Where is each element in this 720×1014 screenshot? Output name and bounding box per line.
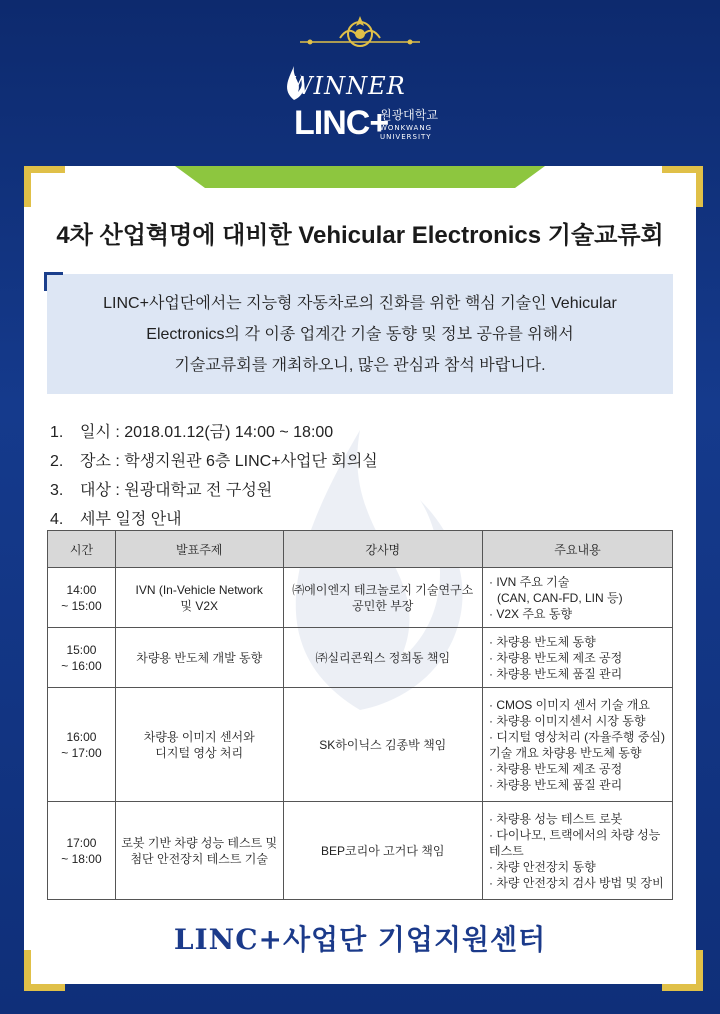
intro-line: Electronics의 각 이종 업계간 기술 동향 및 정보 공유를 위해서 xyxy=(146,326,574,343)
speaker-cell: SK하이닉스 김종박 책임 xyxy=(283,688,482,802)
intro-line: 기술교류회를 개최하오니, 많은 관심과 참석 바랍니다. xyxy=(174,357,546,374)
info-schedule: 4. 세부 일정 안내 xyxy=(50,511,182,528)
content-cell: · IVN 주요 기술 (CAN, CAN-FD, LIN 등) · V2X 주요 동향 xyxy=(482,568,672,628)
schedule-table xyxy=(47,530,673,900)
topic-cell: 로봇 기반 차량 성능 테스트 및 첨단 안전장치 테스트 기술 xyxy=(115,802,283,900)
intro-text xyxy=(47,288,673,381)
time-cell: 17:00 ~ 18:00 xyxy=(48,802,116,900)
table-header-row xyxy=(48,531,673,568)
linc-logo xyxy=(280,62,450,152)
info-target: 3. 대상 : 원광대학교 전 구성원 xyxy=(50,482,273,499)
page-title: 4차 산업혁명에 대비한 Vehicular Electronics 기술교류회 xyxy=(56,222,664,249)
table-row xyxy=(48,802,673,900)
speaker-cell: ㈜에이엔지 테크놀로지 기술연구소 공민한 부장 xyxy=(283,568,482,628)
gold-ornament-icon xyxy=(300,12,420,52)
logo-linc-text: LINC+ xyxy=(294,104,389,142)
logo-winner-text: WINNER xyxy=(288,72,406,100)
time-cell: 15:00 ~ 16:00 xyxy=(48,628,116,688)
event-info-list xyxy=(50,418,378,534)
info-place: 2. 장소 : 학생지원관 6층 LINC+사업단 회의실 xyxy=(50,453,378,470)
content-cell: · CMOS 이미지 센서 기술 개요 · 차량용 이미지센서 시장 동향 · 디지털 영상처리 (자율주행 중심) 기술 개요 차량용 반도체 동향 · 차량용 반도체 제조 공정 · 차량용 반도체 품질 관리 xyxy=(482,688,672,802)
table-row xyxy=(48,688,673,802)
intro-line: LINC+사업단에서는 지능형 자동차로의 진화를 위한 핵심 기술인 Vehicular xyxy=(103,295,617,312)
header-content: 주요내용 xyxy=(482,531,672,568)
info-date: 1. 일시 : 2018.01.12(금) 14:00 ~ 18:00 xyxy=(50,424,334,441)
topic-cell: 차량용 이미지 센서와 디지털 영상 처리 xyxy=(115,688,283,802)
content-cell: · 차량용 성능 테스트 로봇 · 다이나모, 트랙에서의 차량 성능 테스트 · 차량 안전장치 동향 · 차량 안전장치 검사 방법 및 장비 xyxy=(482,802,672,900)
speaker-cell: ㈜실리콘웍스 정희동 책임 xyxy=(283,628,482,688)
time-cell: 14:00 ~ 15:00 xyxy=(48,568,116,628)
logo-university-korean: 원광대학교 xyxy=(380,108,438,122)
header-time: 시간 xyxy=(48,531,116,568)
speaker-cell: BEP코리아 고거다 책임 xyxy=(283,802,482,900)
table-row xyxy=(48,628,673,688)
topic-cell: IVN (In-Vehicle Network 및 V2X xyxy=(115,568,283,628)
header-speaker: 강사명 xyxy=(283,531,482,568)
topic-cell: 차량용 반도체 개발 동향 xyxy=(115,628,283,688)
footer-organization: LINC+사업단 기업지원센터 xyxy=(173,923,547,956)
logo-university-english: WONKWANG UNIVERSITY xyxy=(380,124,432,141)
content-cell: · 차량용 반도체 동향 · 차량용 반도체 제조 공정 · 차량용 반도체 품질 관리 xyxy=(482,628,672,688)
gold-corner-top-right xyxy=(662,166,703,207)
green-tab-decoration xyxy=(175,166,545,188)
table-row xyxy=(48,568,673,628)
time-cell: 16:00 ~ 17:00 xyxy=(48,688,116,802)
header-topic: 발표주제 xyxy=(115,531,283,568)
gold-corner-top-left xyxy=(24,166,65,207)
